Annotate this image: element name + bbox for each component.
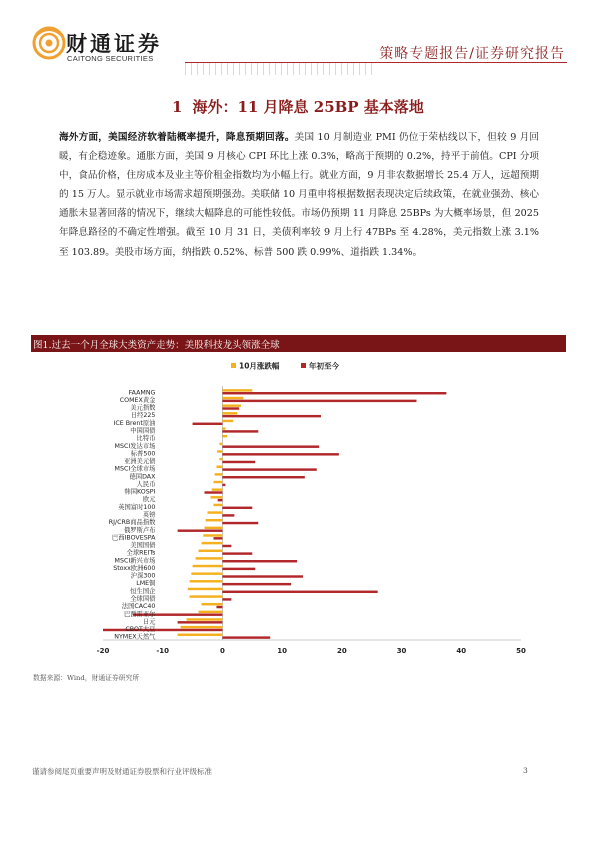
category-label: 人民币	[136, 480, 156, 488]
category-label: 沪深300	[130, 572, 156, 580]
bar	[190, 580, 223, 582]
bar	[205, 491, 223, 493]
category-label: MSCI全球市场	[114, 465, 156, 473]
report-type: 策略专题报告/证券研究报告	[379, 46, 565, 62]
bar	[181, 626, 223, 628]
bar	[222, 430, 258, 432]
category-label: 全球REITs	[126, 549, 156, 557]
bar	[206, 519, 223, 521]
figure-source: 数据来源：Wind，财通证券研究所	[33, 674, 140, 682]
logo-name: 财通证券	[66, 32, 162, 56]
category-label: 标普500	[130, 450, 156, 458]
x-tick-label: -20	[96, 647, 110, 655]
x-tick-label: -10	[156, 647, 170, 655]
bar	[199, 611, 223, 613]
x-tick-label: 50	[516, 647, 526, 655]
bar	[222, 484, 225, 486]
bar	[217, 450, 222, 452]
category-label: Stoxx欧洲600	[113, 564, 156, 572]
bar	[222, 427, 225, 429]
bar	[213, 504, 222, 506]
category-label: ICE Brent原油	[113, 419, 156, 427]
asset-performance-chart	[31, 354, 566, 666]
category-label: 恒生国企	[130, 587, 156, 595]
category-label: RJ/CRB商品指数	[108, 519, 156, 527]
x-tick-label: 30	[396, 647, 407, 655]
bar	[190, 595, 223, 597]
category-label: FAAMNG	[128, 389, 156, 397]
bar	[210, 496, 222, 498]
bar	[222, 568, 255, 570]
category-label: 英镑	[142, 511, 156, 519]
bar	[222, 522, 258, 524]
bar	[222, 575, 303, 577]
category-label: 英国富时100	[118, 503, 156, 511]
bar	[222, 468, 316, 470]
section-title-text: 海外：11 月降息 25BP 基本落地	[192, 98, 424, 116]
bar	[208, 511, 223, 513]
bar	[196, 557, 223, 559]
header-pattern	[185, 63, 375, 75]
caitong-logo-mark-icon	[32, 26, 66, 60]
legend-label: 10月涨跌幅	[239, 361, 280, 371]
section-heading	[172, 96, 424, 117]
category-label: 德国DAX	[129, 473, 156, 481]
bar	[193, 565, 223, 567]
bar	[205, 527, 223, 529]
category-label: 欧元	[142, 496, 156, 504]
footer-disclaimer: 谨请参阅尾页重要声明及财通证券股票和行业评级标准	[32, 767, 212, 776]
bar	[203, 534, 222, 536]
body-paragraph	[59, 128, 539, 262]
bar	[178, 621, 223, 623]
section-number: 1	[172, 98, 183, 116]
bar	[222, 507, 252, 509]
bar	[222, 560, 297, 562]
bar	[202, 542, 223, 544]
bar	[212, 488, 223, 490]
bar	[222, 420, 233, 422]
category-label: 巴西雷亚尔	[123, 610, 156, 618]
x-tick-label: 10	[277, 647, 288, 655]
page-number: 3	[523, 766, 528, 775]
bar	[213, 481, 222, 483]
bar	[222, 591, 377, 593]
category-label: LME铜	[136, 580, 156, 588]
category-label: CBOT大豆	[125, 626, 156, 634]
bar	[222, 404, 241, 406]
bar	[103, 629, 222, 631]
bar	[193, 423, 223, 425]
category-label: COMEX黄金	[119, 396, 156, 404]
legend-label: 年初至今	[309, 361, 339, 371]
category-label: 巴西IBOVESPA	[111, 534, 156, 542]
bar	[199, 550, 223, 552]
category-label: 比特币	[136, 435, 156, 443]
bar	[219, 458, 222, 460]
logo-subtitle: CAITONG SECURITIES	[67, 54, 154, 63]
paragraph-body: 美国 10 月制造业 PMI 仍位于荣枯线以下，但较 9 月回暖，有企稳迹象。通胀方面，美国 9 月核心 CPI 环比上涨 0.3%，略高于预期的 0.2%，持平于前值。CPI 分项中，食品价格，住房成本及业主等价租金指数均为小幅上行。就业方面，9 月非农数据增长 25.4 万人，远超预期的 15 万人。显示就业市场需求超预期强劲。美联储 10 月重申将根据数据表现决定后续政策，在就业强劲、核心通胀未显著回落的情况下，继续大幅降息的可能性较低。市场仍预期 11 月降息 25BPs 为大概率场景，但 2025 年降息路径的不确定性增强。截至 10 月 31 日，美债利率较 9 月上行 47BPs 至 4.28%，美元指数上涨 3.1%至 103.89。美股市场方面，纳指跌 0.52%、标普 500 跌 0.99%、道指跌 1.34%。	[59, 132, 539, 258]
category-label: 日经225	[130, 412, 156, 420]
bar	[222, 415, 321, 417]
category-label: 亚洲美元债	[123, 458, 156, 466]
bar	[191, 572, 222, 574]
bar	[222, 407, 239, 409]
bar	[222, 392, 446, 394]
category-label: 日元	[142, 618, 156, 626]
x-tick-label: 20	[336, 647, 347, 655]
bar	[222, 400, 416, 402]
category-label: 美国国债	[130, 542, 156, 550]
category-label: MSCI发达市场	[114, 442, 156, 450]
bar	[222, 397, 243, 399]
bar	[222, 435, 227, 437]
figure-title: 图1.过去一个月全球大类资产走势：美股科技龙头领涨全球	[33, 340, 280, 351]
category-label: MSCI新兴市场	[114, 557, 156, 565]
bar	[178, 634, 223, 636]
bar	[222, 412, 237, 414]
bar	[222, 514, 234, 516]
category-label: 中国国债	[130, 427, 156, 435]
category-label: 美元指数	[130, 404, 156, 412]
bar	[218, 499, 223, 501]
legend-swatch	[231, 363, 236, 368]
bar	[202, 603, 223, 605]
bar	[187, 618, 223, 620]
bar	[219, 443, 222, 445]
bar	[222, 552, 252, 554]
bar	[222, 636, 270, 638]
category-label: 韩国KOSPI	[124, 488, 156, 496]
bar	[222, 545, 231, 547]
category-label: 全球国债	[130, 595, 156, 603]
paragraph-lead: 海外方面，美国经济软着陆概率提升，降息预期回落。	[59, 132, 295, 143]
bar	[215, 473, 223, 475]
bar	[222, 453, 338, 455]
bar	[222, 583, 291, 585]
x-tick-label: 0	[219, 647, 225, 655]
bar	[216, 606, 222, 608]
category-label: 俄罗斯卢布	[123, 526, 156, 534]
bar	[222, 598, 231, 600]
bar	[213, 537, 222, 539]
bar	[222, 461, 255, 463]
bar	[222, 476, 304, 478]
bar	[222, 389, 252, 391]
legend-swatch	[301, 363, 306, 368]
category-label: NYMEX天然气	[114, 633, 156, 641]
bar	[216, 466, 222, 468]
bar	[222, 445, 319, 447]
bar	[188, 588, 223, 590]
category-label: 法国CAC40	[121, 603, 156, 611]
bar	[178, 529, 223, 531]
x-tick-label: 40	[456, 647, 467, 655]
